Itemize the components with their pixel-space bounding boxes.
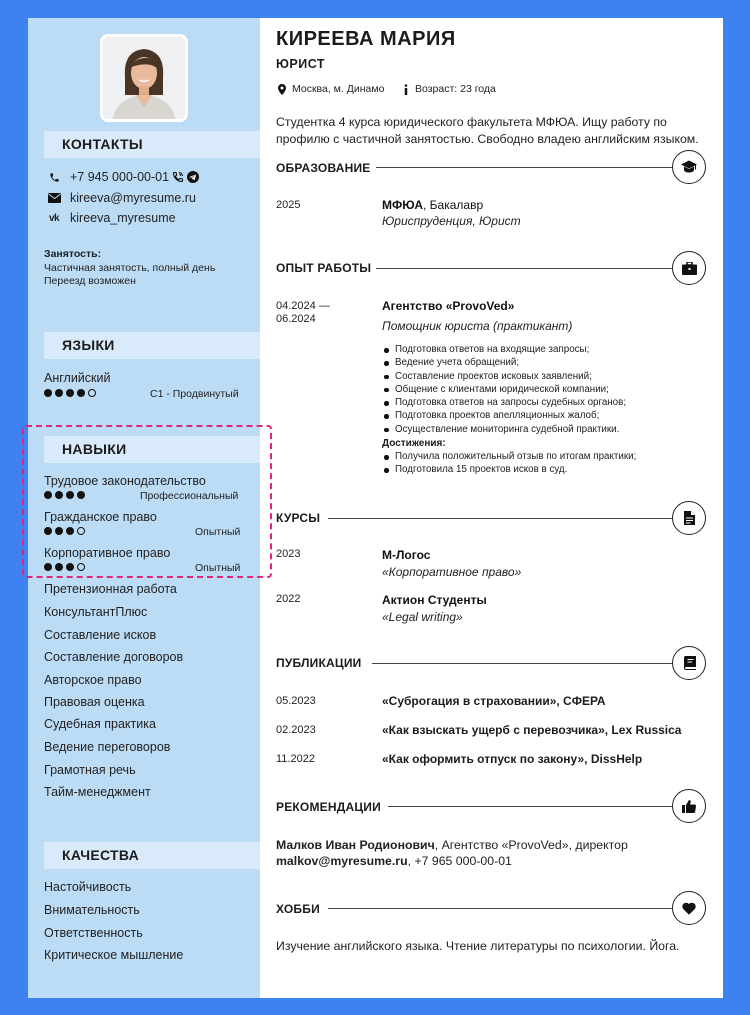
location	[278, 83, 384, 95]
document-icon	[672, 501, 706, 535]
rating-dot-filled	[77, 491, 85, 499]
publication-title: «Как оформить отпуск по закону», DissHelp	[382, 752, 643, 766]
education-heading: ОБРАЗОВАНИЕ	[276, 161, 371, 175]
divider	[328, 518, 674, 519]
recommender	[276, 837, 628, 853]
skill-item: Ведение переговоров	[44, 740, 171, 754]
age-text: Возраст: 23 года	[415, 83, 496, 95]
rating-dot-filled	[66, 527, 74, 535]
recommender-email[interactable]: malkov@myresume.ru	[276, 854, 408, 868]
age	[403, 83, 496, 95]
skill-item: Претензионная работа	[44, 582, 177, 596]
skill-rating	[44, 527, 85, 535]
rating-dot-filled	[55, 491, 63, 499]
publication-date: 05.2023	[276, 695, 316, 707]
duties-list	[382, 343, 626, 436]
skill-level: Профессиональный	[140, 490, 239, 502]
skill-name: Гражданское право	[44, 510, 157, 524]
book-icon	[672, 646, 706, 680]
quality-item: Настойчивость	[44, 880, 132, 894]
contact-vk-text: kireeva_myresume	[70, 211, 176, 225]
info-icon	[403, 84, 409, 95]
course-name: М-Логос	[382, 548, 431, 562]
person-name: КИРЕЕВА МАРИЯ	[276, 28, 456, 50]
languages-heading: ЯЗЫКИ	[44, 332, 260, 359]
contact-vk[interactable]	[46, 209, 176, 227]
relocation-text: Переезд возможен	[44, 275, 136, 287]
about-text: Студентка 4 курса юридического факультета МФЮА. Ищу работу по профилю с частичной занятостью. Свободно владею английским языком.	[276, 115, 699, 146]
skills-heading: НАВЫКИ	[44, 436, 260, 463]
rating-dot-filled	[66, 563, 74, 571]
skill-item: Авторское право	[44, 673, 142, 687]
quality-item: Ответственность	[44, 926, 143, 940]
list-item: Составление проектов исковых заявлений;	[382, 370, 626, 383]
course-year: 2022	[276, 593, 301, 605]
vk-icon: vk	[48, 212, 60, 224]
hobbies-text: Изучение английского языка. Чтение литературы по психологии. Йога.	[276, 939, 680, 953]
rating-dot-empty	[77, 527, 85, 535]
publication-date: 11.2022	[276, 753, 315, 765]
employment-label: Занятость:	[44, 248, 102, 260]
course-name: Актион Студенты	[382, 593, 487, 607]
heart-icon	[672, 891, 706, 925]
telegram-icon[interactable]	[187, 171, 199, 183]
rating-dot-filled	[55, 389, 63, 397]
quality-item: Критическое мышление	[44, 948, 184, 962]
recommender-name: Малков Иван Родионович	[276, 838, 435, 852]
course-topic: «Корпоративное право»	[382, 565, 522, 579]
rating-dot-filled	[44, 527, 52, 535]
skill-item: Правовая оценка	[44, 695, 145, 709]
skill-name: Трудовое законодательство	[44, 474, 206, 488]
profile-photo	[100, 34, 188, 122]
briefcase-icon	[672, 251, 706, 285]
achievements-label: Достижения:	[382, 438, 446, 449]
achievements-list	[382, 450, 636, 477]
skill-rating	[44, 563, 85, 571]
contact-email[interactable]	[46, 189, 196, 207]
experience-date-to: 06.2024	[276, 313, 316, 325]
list-item: Общение с клиентами юридической компании;	[382, 383, 626, 396]
list-item: Подготовила 15 проектов исков в суд.	[382, 463, 636, 476]
skill-item: Составление исков	[44, 628, 157, 642]
course-topic: «Legal writing»	[382, 610, 463, 624]
publication-date: 02.2023	[276, 724, 316, 736]
graduation-cap-icon	[672, 150, 706, 184]
rating-dot-filled	[44, 389, 52, 397]
thumbs-up-icon	[672, 789, 706, 823]
rating-dot-filled	[55, 527, 63, 535]
recommender-contacts	[276, 853, 512, 869]
qualities-heading: КАЧЕСТВА	[44, 842, 260, 869]
rating-dot-empty	[88, 389, 96, 397]
rating-dot-empty	[77, 563, 85, 571]
recommender-org: , Агентство «ProvoVed», директор	[434, 838, 628, 852]
education-field: Юриспруденция, Юрист	[382, 214, 521, 228]
education-year: 2025	[276, 199, 301, 211]
person-role: ЮРИСТ	[276, 57, 326, 71]
degree: , Бакалавр	[422, 198, 484, 212]
quality-item: Внимательность	[44, 903, 140, 917]
recommendations-heading: РЕКОМЕНДАЦИИ	[276, 800, 381, 814]
list-item: Подготовка проектов апелляционных жалоб;	[382, 409, 626, 422]
skill-item: Грамотная речь	[44, 763, 136, 777]
rating-dot-filled	[44, 491, 52, 499]
publication-title: «Суброгация в страховании», СФЕРА	[382, 694, 606, 708]
divider	[328, 908, 674, 909]
list-item: Получила положительный отзыв по итогам практики;	[382, 450, 636, 463]
rating-dot-filled	[77, 389, 85, 397]
divider	[376, 268, 674, 269]
language-rating	[44, 389, 96, 397]
hobbies-heading: ХОББИ	[276, 902, 320, 916]
experience-heading: ОПЫТ РАБОТЫ	[276, 261, 372, 275]
courses-heading: КУРСЫ	[276, 511, 321, 525]
skill-level: Опытный	[195, 526, 241, 538]
contacts-heading: КОНТАКТЫ	[44, 131, 260, 158]
publication-title: «Как взыскать ущерб с перевозчика», Lex Russica	[382, 723, 682, 737]
divider	[388, 806, 674, 807]
skill-name: Корпоративное право	[44, 546, 171, 560]
viber-icon[interactable]	[172, 171, 184, 183]
education-school	[382, 198, 483, 212]
list-item: Осуществление мониторинга судебной практики.	[382, 423, 626, 436]
location-pin-icon	[278, 84, 286, 95]
contact-phone-text: +7 945 000-00-01	[70, 170, 170, 184]
divider	[376, 167, 674, 168]
location-text: Москва, м. Динамо	[292, 83, 385, 95]
publications-heading: ПУБЛИКАЦИИ	[276, 656, 362, 670]
skill-item: Тайм-менеджмент	[44, 785, 151, 799]
contact-phone	[46, 168, 199, 186]
employment-value: Частичная занятость, полный день	[44, 262, 216, 274]
recommender-phone: , +7 965 000-00-01	[407, 854, 512, 868]
experience-date-from: 04.2024 —	[276, 300, 330, 312]
language-name: Английский	[44, 371, 111, 385]
phone-icon	[46, 172, 62, 183]
rating-dot-filled	[55, 563, 63, 571]
school-name: МФЮА	[382, 198, 423, 212]
list-item: Ведение учета обращений;	[382, 356, 626, 369]
mail-icon	[46, 193, 62, 203]
rating-dot-filled	[66, 389, 74, 397]
contact-email-text: kireeva@myresume.ru	[70, 191, 196, 205]
experience-position: Помощник юриста (практикант)	[382, 319, 573, 333]
experience-company: Агентство «ProvoVed»	[382, 299, 515, 313]
skill-item: Судебная практика	[44, 717, 156, 731]
rating-dot-filled	[44, 563, 52, 571]
course-year: 2023	[276, 548, 301, 560]
rating-dot-filled	[66, 491, 74, 499]
skill-level: Опытный	[195, 562, 241, 574]
list-item: Подготовка ответов на запросы судебных органов;	[382, 396, 626, 409]
skill-item: Составление договоров	[44, 650, 184, 664]
skill-rating	[44, 491, 85, 499]
language-level: C1 - Продвинутый	[150, 388, 239, 400]
list-item: Подготовка ответов на входящие запросы;	[382, 343, 626, 356]
divider	[372, 663, 674, 664]
skill-item: КонсультантПлюс	[44, 605, 148, 619]
